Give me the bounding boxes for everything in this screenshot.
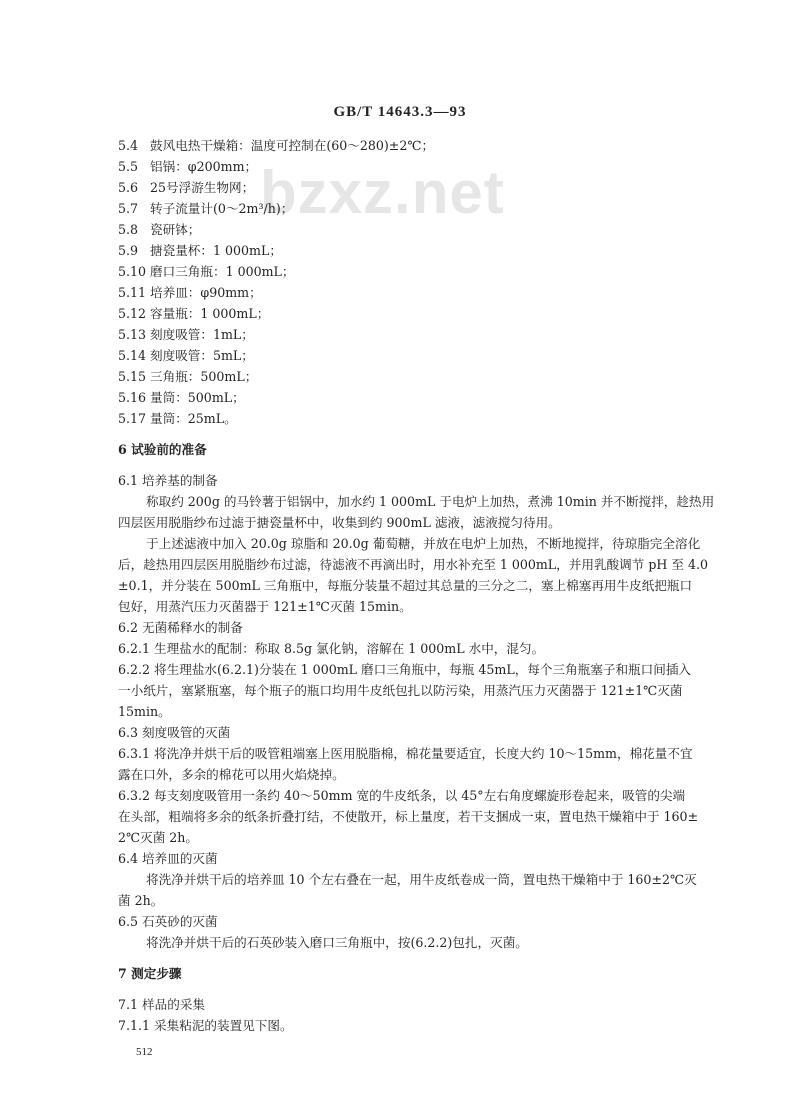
standard-code-header: GB/T 14643.3—93 <box>333 104 467 120</box>
paragraph-line: ±0.1，并分装在 500mL 三角瓶中，每瓶分装量不超过其总量的三分之二，塞上棉塞再用牛皮纸把瓶口 <box>118 578 693 593</box>
paragraph-line: 7.1.1 采集粘泥的装置见下图。 <box>118 1018 293 1033</box>
paragraph-line: 称取约 200g 的马铃薯于铝锅中，加水约 1 000mL 于电炉上加热，煮沸 10min 并不断搅拌，趁热用 <box>146 494 715 509</box>
paragraph-line: 于上述滤液中加入 20.0g 琼脂和 20.0g 葡萄糖，并放在电炉上加热，不断地搅拌，待琼脂完全溶化 <box>146 536 701 551</box>
equipment-item: 5.11 培养皿：φ90mm； <box>118 285 262 300</box>
equipment-item: 5.4 鼓风电热干燥箱：温度可控制在(60～280)±2℃； <box>118 138 435 153</box>
subsection-heading: 6.2 无菌稀释水的制备 <box>118 620 243 635</box>
equipment-item: 5.5 铝锅：φ200mm； <box>118 159 258 174</box>
equipment-item: 5.13 刻度吸管：1mL； <box>118 327 254 342</box>
paragraph-line: 15min。 <box>118 704 171 719</box>
subsection-heading: 7.1 样品的采集 <box>118 997 206 1012</box>
paragraph-line: 2℃灭菌 2h。 <box>118 830 199 845</box>
subsection-heading: 6.4 培养皿的灭菌 <box>118 851 218 866</box>
paragraph-line: 在头部，粗端将多余的纸条折叠打结，不使散开，标上量度，若干支捆成一束，置电热干燥箱中于 160± <box>118 809 699 824</box>
paragraph-line: 将洗净并烘干后的培养皿 10 个左右叠在一起，用牛皮纸卷成一筒，置电热干燥箱中于 160±2℃灭 <box>146 872 697 887</box>
equipment-item: 5.8 瓷研钵； <box>118 222 201 237</box>
equipment-item: 5.6 25号浮游生物网； <box>118 180 255 195</box>
equipment-item: 5.17 量筒：25mL。 <box>118 411 237 426</box>
paragraph-line: 将洗净并烘干后的石英砂装入磨口三角瓶中，按(6.2.2)包扎，灭菌。 <box>146 935 528 950</box>
paragraph-line: 6.2.2 将生理盐水(6.2.1)分装在 1 000mL 磨口三角瓶中，每瓶 45mL，每个三角瓶塞子和瓶口间插入 <box>118 662 692 677</box>
paragraph-line: 包好，用蒸汽压力灭菌器于 121±1℃灭菌 15min。 <box>118 599 412 614</box>
paragraph-line: 6.2.1 生理盐水的配制：称取 8.5g 氯化钠，溶解在 1 000mL 水中，混匀。 <box>118 641 545 656</box>
equipment-item: 5.15 三角瓶：500mL； <box>118 369 258 384</box>
equipment-item: 5.16 量筒：500mL； <box>118 390 245 405</box>
paragraph-line: 6.3.2 每支刻度吸管用一条约 40～50mm 宽的牛皮纸条，以 45°左右角度螺旋形卷起来，吸管的尖端 <box>118 788 686 803</box>
paragraph-line: 露在口外，多余的棉花可以用火焰烧掉。 <box>118 767 345 782</box>
section-heading: 6 试验前的准备 <box>118 442 207 457</box>
equipment-item: 5.12 容量瓶：1 000mL； <box>118 306 270 321</box>
subsection-heading: 6.3 刻度吸管的灭菌 <box>118 725 231 740</box>
paragraph-line: 后，趁热用四层医用脱脂纱布过滤，待滤液不再滴出时，用水补充至 1 000mL，并用乳酸调节 pH 至 4.0 <box>118 557 709 572</box>
paragraph-line: 菌 2h。 <box>118 893 164 908</box>
paragraph-line: 6.3.1 将洗净并烘干后的吸管粗端塞上医用脱脂棉，棉花量要适宜，长度大约 10～15mm，棉花量不宜 <box>118 746 693 761</box>
equipment-item: 5.14 刻度吸管：5mL； <box>118 348 254 363</box>
paragraph-line: 一小纸片，塞紧瓶塞，每个瓶子的瓶口均用牛皮纸包扎以防污染，用蒸汽压力灭菌器于 121±1℃灭菌 <box>118 683 683 698</box>
watermark: bzxz.net <box>260 159 505 226</box>
equipment-item: 5.7 转子流量计(0～2m³/h)； <box>118 201 294 216</box>
paragraph-line: 四层医用脱脂纱布过滤于搪瓷量杯中，收集到约 900mL 滤液，滤液搅匀待用。 <box>118 515 561 530</box>
subsection-heading: 6.1 培养基的制备 <box>118 473 218 488</box>
section-heading: 7 测定步骤 <box>118 966 182 981</box>
subsection-heading: 6.5 石英砂的灭菌 <box>118 914 218 929</box>
equipment-item: 5.10 磨口三角瓶：1 000mL； <box>118 264 295 279</box>
page-number: 512 <box>136 1046 153 1058</box>
equipment-item: 5.9 搪瓷量杯：1 000mL； <box>118 243 282 258</box>
